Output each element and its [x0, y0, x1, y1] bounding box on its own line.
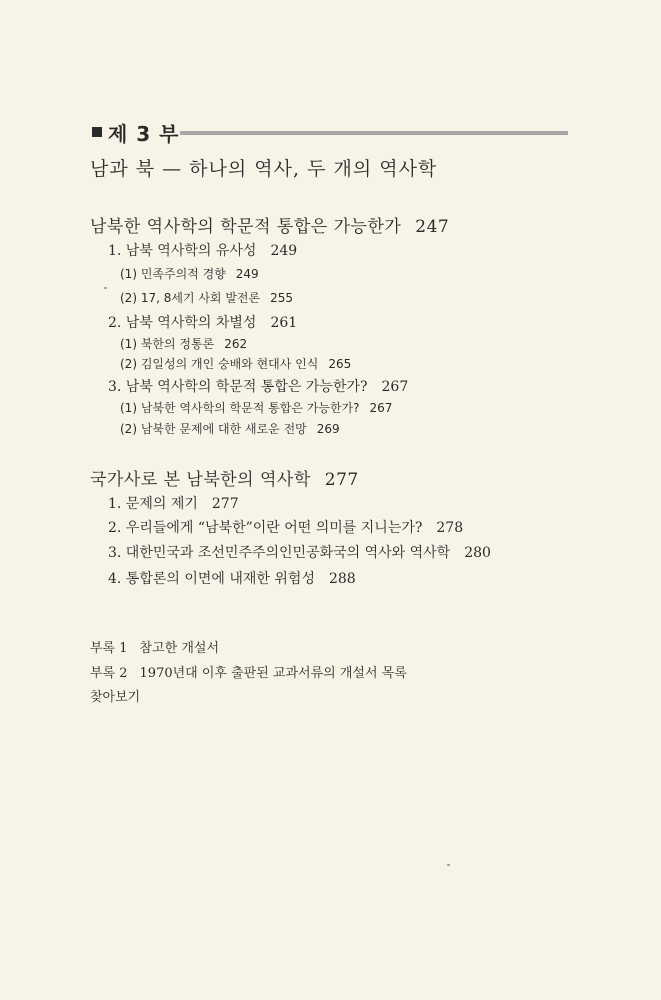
- page-number: 265: [328, 357, 352, 371]
- section-title: 4. 통합론의 이면에 내재한 위험성: [108, 571, 315, 587]
- section-title: 1. 문제의 제기: [108, 496, 198, 512]
- subsection-title: (2) 남북한 문제에 대한 새로운 전망: [120, 422, 307, 436]
- page-number: 255: [270, 291, 294, 305]
- appendix-title: 1970년대 이후 출판된 교과서류의 개설서 목록: [139, 666, 407, 681]
- page-number: 267: [369, 401, 393, 415]
- appendix-label: 부록 2: [90, 666, 128, 681]
- page-number: 261: [270, 315, 298, 331]
- subsection-entry: [120, 399, 392, 416]
- appendix-label: 부록 1: [90, 641, 128, 656]
- page-number: 249: [235, 267, 259, 281]
- appendix-title: 참고한 개설서: [139, 641, 220, 656]
- section-title: 3. 남북 역사학의 학문적 통합은 가능한가?: [108, 379, 368, 395]
- page-number: 247: [415, 217, 450, 237]
- appendix-entry: [90, 637, 219, 656]
- paper-speck: [104, 287, 107, 289]
- page-number: 262: [224, 337, 248, 351]
- page-number: 269: [316, 422, 340, 436]
- part-label: 제 3 부: [108, 122, 180, 146]
- page-number: 249: [270, 243, 298, 259]
- section-title: 2. 우리들에게 “남북한”이란 어떤 의미를 지니는가?: [108, 520, 423, 536]
- subsection-entry: [120, 265, 259, 282]
- section-title: 1. 남북 역사학의 유사성: [108, 243, 257, 259]
- section-entry: [108, 568, 356, 588]
- subsection-title: (2) 17, 8세기 사회 발전론: [120, 291, 261, 305]
- subsection-entry: [120, 289, 293, 306]
- page-number: 288: [328, 571, 356, 587]
- square-bullet-icon: [92, 127, 102, 137]
- index-title: 찾아보기: [90, 690, 141, 705]
- appendix-entry: [90, 686, 140, 705]
- section-entry: [108, 240, 297, 260]
- subsection-entry: [120, 355, 351, 372]
- part-title: 남과 북 — 하나의 역사, 두 개의 역사학: [90, 158, 438, 180]
- subsection-entry: [120, 420, 340, 437]
- subsection-entry: [120, 335, 247, 352]
- chapter-title: 남북한 역사학의 학문적 통합은 가능한가: [90, 217, 402, 237]
- subsection-title: (1) 남북한 역사학의 학문적 통합은 가능한가?: [120, 401, 360, 415]
- section-entry: [108, 312, 297, 332]
- page-number: 278: [436, 520, 464, 536]
- subsection-title: (2) 김일성의 개인 숭배와 현대사 인식: [120, 357, 319, 371]
- page-number: 267: [381, 379, 409, 395]
- page-number: 277: [211, 496, 239, 512]
- section-entry: [108, 517, 463, 537]
- section-entry: [108, 493, 239, 513]
- chapter-entry: [90, 212, 449, 237]
- section-title: 2. 남북 역사학의 차별성: [108, 315, 257, 331]
- appendix-entry: [90, 662, 407, 681]
- section-title: 3. 대한민국과 조선민주주의인민공화국의 역사와 역사학: [108, 545, 451, 561]
- paper-speck: [447, 864, 450, 866]
- chapter-title: 국가사로 본 남북한의 역사학: [90, 470, 311, 490]
- section-entry: [108, 542, 491, 562]
- section-entry: [108, 376, 408, 396]
- chapter-entry: [90, 465, 359, 490]
- part-header: [92, 118, 568, 148]
- subsection-title: (1) 북한의 정통론: [120, 337, 215, 351]
- page-number: 277: [324, 470, 359, 490]
- part-divider-line: [180, 131, 568, 135]
- page-number: 280: [464, 545, 491, 561]
- subsection-title: (1) 민족주의적 경향: [120, 267, 226, 281]
